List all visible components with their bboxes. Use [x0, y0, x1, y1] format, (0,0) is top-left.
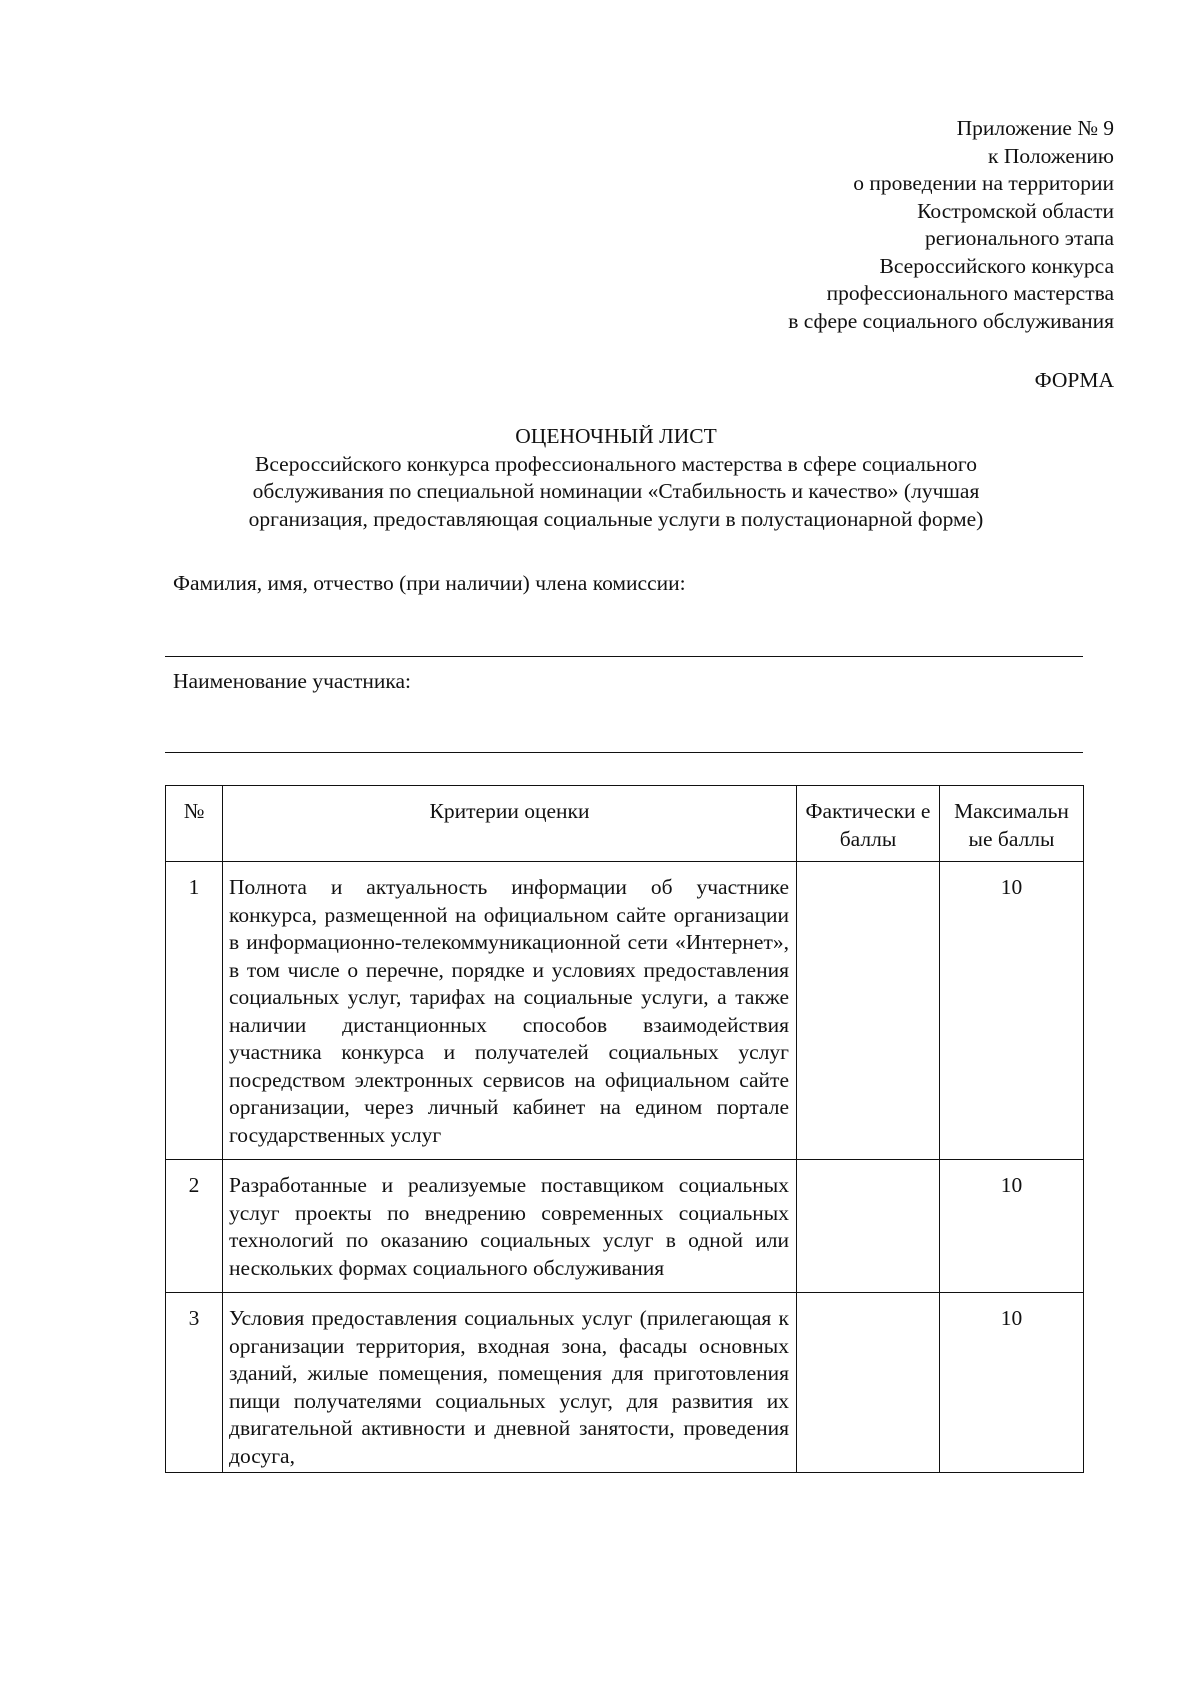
title-line: организация, предоставляющая социальные услуги в полустационарной форме)	[248, 506, 984, 531]
annex-line: Приложение № 9	[956, 116, 1114, 140]
form-label: ФОРМА	[1034, 368, 1114, 392]
header-num: №	[166, 786, 223, 862]
row-criterion: Условия предоставления социальных услуг (прилегающая к организации территория, входная зона, фасады основных зданий, жилые помещения, помещения для приготовления пищи получателями социальных услуг, для развития их двигательной активности и дневной занятости, проведения досуга,	[223, 1293, 797, 1473]
row-actual-score[interactable]	[797, 1160, 940, 1293]
row-max-score: 10	[940, 1293, 1084, 1473]
row-number: 1	[166, 862, 223, 1160]
header-actual: Фактически е баллы	[797, 786, 940, 862]
member-name-line[interactable]	[165, 656, 1083, 657]
annex-line: профессионального мастерства	[826, 281, 1114, 305]
table-row	[166, 862, 1084, 1160]
row-number: 2	[166, 1160, 223, 1293]
header-criteria: Критерии оценки	[223, 786, 797, 862]
table-header-row	[166, 786, 1084, 862]
document-title	[150, 423, 1082, 533]
annex-line: в сфере социального обслуживания	[788, 308, 1114, 333]
annex-line: регионального этапа	[925, 226, 1114, 250]
row-criterion: Разработанные и реализуемые поставщиком социальных услуг проекты по внедрению современных социальных технологий по оказанию социальных услуг в одной или нескольких формах социального обслуживания	[223, 1160, 797, 1293]
table-row	[166, 1160, 1084, 1293]
participant-name-line[interactable]	[165, 752, 1083, 753]
title-line: обслуживания по специальной номинации «Стабильность и качество» (лучшая	[252, 479, 980, 503]
annex-line: Всероссийского конкурса	[879, 253, 1114, 278]
row-criterion: Полнота и актуальность информации об участнике конкурса, размещенной на официальном сайте организации в информационно-телекоммуникационной сети «Интернет», в том числе о перечне, порядке и условиях предоставления социальных услуг, тарифах на социальные услуги, а также наличии дистанционных способов взаимодействия участника конкурса и получателей социальных услуг посредством электронных сервисов на официальном сайте организации, через личный кабинет на едином портале государственных услуг	[223, 862, 797, 1160]
title-line: Всероссийского конкурса профессионального мастерства в сфере социального	[255, 451, 977, 476]
title-heading: ОЦЕНОЧНЫЙ ЛИСТ	[515, 424, 717, 448]
row-max-score: 10	[940, 1160, 1084, 1293]
header-max: Максимальн ые баллы	[940, 786, 1084, 862]
participant-name-label: Наименование участника:	[173, 669, 412, 693]
row-actual-score[interactable]	[797, 1293, 940, 1473]
row-max-score: 10	[940, 862, 1084, 1160]
member-name-label: Фамилия, имя, отчество (при наличии) члена комиссии:	[173, 571, 686, 595]
annex-line: Костромской области	[917, 198, 1114, 223]
annex-line: о проведении на территории	[853, 171, 1114, 195]
row-number: 3	[166, 1293, 223, 1473]
annex-line: к Положению	[988, 143, 1114, 168]
criteria-table	[165, 785, 1084, 1473]
table-row	[166, 1293, 1084, 1473]
row-actual-score[interactable]	[797, 862, 940, 1160]
annex-header	[788, 115, 1114, 335]
